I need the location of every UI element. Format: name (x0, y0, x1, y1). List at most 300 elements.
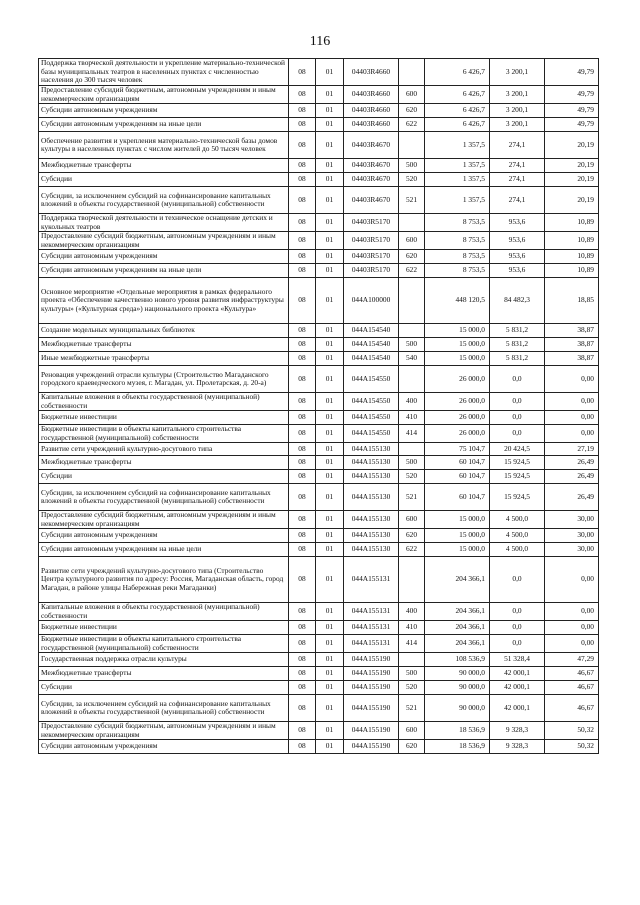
cell-expense-type: 521 (399, 187, 425, 214)
cell-plan: 8 753,5 (425, 214, 490, 232)
cell-name: Предоставление субсидий бюджетным, автономным учреждениям и иным некоммерческим организациям (39, 86, 289, 104)
cell-expense-type (399, 443, 425, 456)
table-row (39, 557, 599, 603)
cell-plan: 1 357,5 (425, 187, 490, 214)
cell-plan: 8 753,5 (425, 264, 490, 278)
table-row (39, 722, 599, 740)
cell-plan: 204 366,1 (425, 603, 490, 621)
cell-subsection: 01 (316, 425, 344, 443)
cell-section: 08 (289, 511, 316, 529)
cell-subsection: 01 (316, 393, 344, 411)
cell-fact: 42 000,1 (490, 681, 545, 695)
cell-fact: 5 831,2 (490, 338, 545, 352)
cell-target-code: 04403R4670 (344, 173, 399, 187)
cell-expense-type: 540 (399, 352, 425, 366)
cell-subsection: 01 (316, 667, 344, 681)
cell-percent: 20,19 (545, 187, 599, 214)
cell-name: Субсидии (39, 470, 289, 484)
cell-fact: 5 831,2 (490, 352, 545, 366)
table-row (39, 740, 599, 754)
cell-fact: 15 924,5 (490, 484, 545, 511)
cell-percent: 10,89 (545, 250, 599, 264)
cell-name: Реновация учреждений отрасли культуры (Строительство Магаданского городского краеведческого музея, г. Магадан, ул. Пролетарская, д. 20-а) (39, 366, 289, 393)
cell-fact: 0,0 (490, 411, 545, 425)
cell-plan: 15 000,0 (425, 324, 490, 338)
cell-section: 08 (289, 264, 316, 278)
cell-target-code: 04403R4660 (344, 86, 399, 104)
cell-subsection: 01 (316, 104, 344, 118)
table-row (39, 456, 599, 470)
cell-subsection: 01 (316, 740, 344, 754)
cell-fact: 274,1 (490, 187, 545, 214)
cell-subsection: 01 (316, 456, 344, 470)
cell-expense-type: 620 (399, 250, 425, 264)
cell-subsection: 01 (316, 366, 344, 393)
cell-subsection: 01 (316, 324, 344, 338)
cell-target-code: 04403R5170 (344, 264, 399, 278)
cell-expense-type: 600 (399, 722, 425, 740)
cell-fact: 0,0 (490, 393, 545, 411)
cell-name: Субсидии автономным учреждениям на иные цели (39, 543, 289, 557)
cell-percent: 30,00 (545, 543, 599, 557)
cell-target-code: 044A155190 (344, 740, 399, 754)
cell-expense-type: 400 (399, 393, 425, 411)
cell-subsection: 01 (316, 635, 344, 653)
cell-plan: 1 357,5 (425, 159, 490, 173)
cell-target-code: 044A155190 (344, 722, 399, 740)
cell-section: 08 (289, 443, 316, 456)
cell-subsection: 01 (316, 159, 344, 173)
cell-expense-type (399, 214, 425, 232)
cell-fact: 9 328,3 (490, 740, 545, 754)
cell-section: 08 (289, 740, 316, 754)
cell-expense-type: 410 (399, 411, 425, 425)
cell-expense-type: 600 (399, 511, 425, 529)
cell-name: Субсидии автономным учреждениям (39, 740, 289, 754)
cell-subsection: 01 (316, 173, 344, 187)
cell-section: 08 (289, 681, 316, 695)
cell-fact: 5 831,2 (490, 324, 545, 338)
cell-target-code: 044A155131 (344, 603, 399, 621)
cell-expense-type: 521 (399, 695, 425, 722)
cell-subsection: 01 (316, 411, 344, 425)
cell-section: 08 (289, 278, 316, 324)
cell-subsection: 01 (316, 338, 344, 352)
cell-expense-type (399, 324, 425, 338)
cell-target-code: 044A154540 (344, 324, 399, 338)
cell-plan: 8 753,5 (425, 232, 490, 250)
cell-section: 08 (289, 695, 316, 722)
cell-fact: 953,6 (490, 250, 545, 264)
cell-expense-type (399, 557, 425, 603)
cell-percent: 10,89 (545, 264, 599, 278)
cell-section: 08 (289, 59, 316, 86)
cell-plan: 8 753,5 (425, 250, 490, 264)
cell-expense-type: 500 (399, 159, 425, 173)
table-row (39, 278, 599, 324)
cell-name: Бюджетные инвестиции (39, 411, 289, 425)
cell-fact: 0,0 (490, 557, 545, 603)
cell-plan: 1 357,5 (425, 173, 490, 187)
cell-target-code: 044A154550 (344, 366, 399, 393)
cell-section: 08 (289, 653, 316, 667)
table-row (39, 470, 599, 484)
cell-section: 08 (289, 456, 316, 470)
cell-target-code: 04403R4660 (344, 59, 399, 86)
cell-name: Субсидии (39, 173, 289, 187)
cell-subsection: 01 (316, 232, 344, 250)
cell-percent: 0,00 (545, 366, 599, 393)
cell-section: 08 (289, 425, 316, 443)
cell-expense-type: 400 (399, 603, 425, 621)
cell-name: Развитие сети учреждений культурно-досугового типа (Строительство Центра культурного развития по адресу: Россия, Магаданская область, город Магадан, в районе улицы Набережная реки Магаданки) (39, 557, 289, 603)
cell-plan: 15 000,0 (425, 529, 490, 543)
cell-section: 08 (289, 543, 316, 557)
cell-target-code: 04403R4660 (344, 118, 399, 132)
cell-target-code: 04403R4670 (344, 159, 399, 173)
cell-name: Субсидии, за исключением субсидий на софинансирование капитальных вложений в объекты государственной (муниципальной) собственности (39, 484, 289, 511)
cell-subsection: 01 (316, 470, 344, 484)
table-row (39, 187, 599, 214)
cell-fact: 51 328,4 (490, 653, 545, 667)
cell-fact: 953,6 (490, 214, 545, 232)
cell-subsection: 01 (316, 543, 344, 557)
cell-name: Межбюджетные трансферты (39, 159, 289, 173)
cell-subsection: 01 (316, 443, 344, 456)
cell-subsection: 01 (316, 132, 344, 159)
cell-name: Поддержка творческой деятельности и укрепление материально-технической базы муниципальных театров в населенных пунктах с численностью населения до 300 тысяч человек (39, 59, 289, 86)
cell-section: 08 (289, 214, 316, 232)
cell-section: 08 (289, 393, 316, 411)
table-row (39, 324, 599, 338)
table-row (39, 543, 599, 557)
cell-percent: 26,49 (545, 456, 599, 470)
cell-section: 08 (289, 352, 316, 366)
cell-subsection: 01 (316, 278, 344, 324)
table-row (39, 635, 599, 653)
cell-subsection: 01 (316, 603, 344, 621)
cell-subsection: 01 (316, 214, 344, 232)
cell-fact: 3 200,1 (490, 104, 545, 118)
cell-percent: 0,00 (545, 411, 599, 425)
cell-expense-type: 410 (399, 621, 425, 635)
cell-target-code: 044A155130 (344, 443, 399, 456)
cell-plan: 75 104,7 (425, 443, 490, 456)
table-row (39, 667, 599, 681)
cell-percent: 10,89 (545, 214, 599, 232)
cell-plan: 26 000,0 (425, 393, 490, 411)
cell-percent: 18,85 (545, 278, 599, 324)
cell-subsection: 01 (316, 118, 344, 132)
cell-expense-type: 622 (399, 118, 425, 132)
cell-section: 08 (289, 635, 316, 653)
cell-name: Создание модельных муниципальных библиотек (39, 324, 289, 338)
cell-percent: 20,19 (545, 159, 599, 173)
table-row (39, 653, 599, 667)
cell-section: 08 (289, 118, 316, 132)
cell-plan: 90 000,0 (425, 695, 490, 722)
cell-plan: 1 357,5 (425, 132, 490, 159)
cell-name: Межбюджетные трансферты (39, 667, 289, 681)
cell-target-code: 044A154550 (344, 393, 399, 411)
cell-percent: 0,00 (545, 425, 599, 443)
cell-target-code: 044A155131 (344, 635, 399, 653)
table-row (39, 695, 599, 722)
cell-section: 08 (289, 366, 316, 393)
cell-name: Субсидии автономным учреждениям (39, 529, 289, 543)
cell-fact: 953,6 (490, 264, 545, 278)
cell-name: Межбюджетные трансферты (39, 456, 289, 470)
cell-name: Субсидии, за исключением субсидий на софинансирование капитальных вложений в объекты государственной (муниципальной) собственности (39, 187, 289, 214)
cell-plan: 204 366,1 (425, 557, 490, 603)
cell-percent: 0,00 (545, 603, 599, 621)
cell-subsection: 01 (316, 511, 344, 529)
cell-section: 08 (289, 338, 316, 352)
cell-plan: 6 426,7 (425, 104, 490, 118)
cell-target-code: 044A155130 (344, 456, 399, 470)
cell-expense-type: 622 (399, 264, 425, 278)
cell-plan: 6 426,7 (425, 59, 490, 86)
cell-subsection: 01 (316, 484, 344, 511)
cell-section: 08 (289, 132, 316, 159)
cell-target-code: 04403R5170 (344, 214, 399, 232)
cell-expense-type: 620 (399, 104, 425, 118)
cell-expense-type (399, 653, 425, 667)
cell-plan: 90 000,0 (425, 681, 490, 695)
cell-percent: 38,87 (545, 324, 599, 338)
cell-percent: 50,32 (545, 722, 599, 740)
cell-plan: 204 366,1 (425, 635, 490, 653)
table-row (39, 118, 599, 132)
table-row (39, 104, 599, 118)
cell-fact: 15 924,5 (490, 456, 545, 470)
cell-target-code: 04403R5170 (344, 250, 399, 264)
cell-target-code: 04403R5170 (344, 232, 399, 250)
table-row (39, 264, 599, 278)
table-row (39, 159, 599, 173)
cell-plan: 15 000,0 (425, 338, 490, 352)
cell-plan: 18 536,9 (425, 740, 490, 754)
cell-plan: 15 000,0 (425, 543, 490, 557)
cell-section: 08 (289, 86, 316, 104)
cell-fact: 0,0 (490, 635, 545, 653)
table-row (39, 173, 599, 187)
table-row (39, 86, 599, 104)
cell-fact: 274,1 (490, 159, 545, 173)
cell-target-code: 044A154540 (344, 352, 399, 366)
cell-section: 08 (289, 529, 316, 543)
cell-percent: 27,19 (545, 443, 599, 456)
cell-percent: 10,89 (545, 232, 599, 250)
cell-fact: 42 000,1 (490, 667, 545, 681)
cell-subsection: 01 (316, 86, 344, 104)
cell-target-code: 044A155190 (344, 653, 399, 667)
cell-expense-type: 414 (399, 635, 425, 653)
cell-target-code: 044A155190 (344, 695, 399, 722)
cell-name: Субсидии, за исключением субсидий на софинансирование капитальных вложений в объекты государственной (муниципальной) собственности (39, 695, 289, 722)
table-row (39, 621, 599, 635)
cell-target-code: 044A155190 (344, 667, 399, 681)
table-row (39, 529, 599, 543)
cell-fact: 274,1 (490, 132, 545, 159)
cell-fact: 0,0 (490, 603, 545, 621)
cell-percent: 46,67 (545, 667, 599, 681)
cell-fact: 9 328,3 (490, 722, 545, 740)
table-row (39, 132, 599, 159)
cell-fact: 3 200,1 (490, 59, 545, 86)
cell-expense-type (399, 59, 425, 86)
cell-fact: 84 482,3 (490, 278, 545, 324)
table-row (39, 250, 599, 264)
cell-plan: 448 120,5 (425, 278, 490, 324)
cell-fact: 4 500,0 (490, 543, 545, 557)
cell-name: Бюджетные инвестиции в объекты капитального строительства государственной (муниципальной) собственности (39, 425, 289, 443)
cell-section: 08 (289, 250, 316, 264)
cell-percent: 46,67 (545, 681, 599, 695)
cell-name: Субсидии автономным учреждениям (39, 250, 289, 264)
cell-subsection: 01 (316, 59, 344, 86)
cell-expense-type: 600 (399, 86, 425, 104)
cell-name: Основное мероприятие «Отдельные мероприятия в рамках федерального проекта «Обеспечение качественно нового уровня развития инфраструктуры культуры» («Культурная среда») национального проекта «Культура» (39, 278, 289, 324)
cell-plan: 26 000,0 (425, 411, 490, 425)
table-row (39, 59, 599, 86)
table-row (39, 411, 599, 425)
page-number: 116 (309, 34, 331, 49)
cell-name: Обеспечение развития и укрепления материально-технической базы домов культуры в населенных пунктах с числом жителей до 50 тысяч человек (39, 132, 289, 159)
cell-subsection: 01 (316, 529, 344, 543)
cell-expense-type (399, 278, 425, 324)
cell-name: Предоставление субсидий бюджетным, автономным учреждениям и иным некоммерческим организациям (39, 511, 289, 529)
table-row (39, 484, 599, 511)
cell-plan: 60 104,7 (425, 484, 490, 511)
cell-plan: 18 536,9 (425, 722, 490, 740)
cell-percent: 0,00 (545, 635, 599, 653)
cell-name: Поддержка творческой деятельности и техническое оснащение детских и кукольных театров (39, 214, 289, 232)
cell-target-code: 044A154550 (344, 411, 399, 425)
cell-fact: 274,1 (490, 173, 545, 187)
cell-expense-type: 414 (399, 425, 425, 443)
cell-target-code: 04403R4670 (344, 187, 399, 214)
cell-target-code: 044A154550 (344, 425, 399, 443)
cell-name: Предоставление субсидий бюджетным, автономным учреждениям и иным некоммерческим организациям (39, 722, 289, 740)
cell-percent: 26,49 (545, 484, 599, 511)
cell-section: 08 (289, 324, 316, 338)
table-row (39, 511, 599, 529)
cell-percent: 30,00 (545, 529, 599, 543)
cell-target-code: 044A154540 (344, 338, 399, 352)
cell-plan: 6 426,7 (425, 118, 490, 132)
cell-expense-type (399, 132, 425, 159)
cell-plan: 15 000,0 (425, 511, 490, 529)
cell-percent: 46,67 (545, 695, 599, 722)
cell-name: Субсидии автономным учреждениям на иные цели (39, 264, 289, 278)
cell-name: Предоставление субсидий бюджетным, автономным учреждениям и иным некоммерческим организациям (39, 232, 289, 250)
cell-percent: 0,00 (545, 393, 599, 411)
cell-subsection: 01 (316, 557, 344, 603)
cell-name: Государственная поддержка отрасли культуры (39, 653, 289, 667)
cell-expense-type: 500 (399, 667, 425, 681)
table-row (39, 603, 599, 621)
cell-subsection: 01 (316, 250, 344, 264)
cell-section: 08 (289, 621, 316, 635)
cell-percent: 50,32 (545, 740, 599, 754)
cell-subsection: 01 (316, 722, 344, 740)
cell-subsection: 01 (316, 352, 344, 366)
cell-name: Бюджетные инвестиции в объекты капитального строительства государственной (муниципальной) собственности (39, 635, 289, 653)
cell-target-code: 04403R4660 (344, 104, 399, 118)
cell-expense-type: 521 (399, 484, 425, 511)
cell-expense-type: 500 (399, 456, 425, 470)
cell-expense-type (399, 366, 425, 393)
cell-plan: 6 426,7 (425, 86, 490, 104)
cell-section: 08 (289, 484, 316, 511)
table-row (39, 681, 599, 695)
cell-target-code: 044A155130 (344, 484, 399, 511)
cell-section: 08 (289, 173, 316, 187)
cell-fact: 4 500,0 (490, 511, 545, 529)
cell-subsection: 01 (316, 621, 344, 635)
table-row (39, 393, 599, 411)
cell-subsection: 01 (316, 681, 344, 695)
cell-percent: 49,79 (545, 86, 599, 104)
cell-fact: 3 200,1 (490, 86, 545, 104)
cell-percent: 49,79 (545, 118, 599, 132)
cell-target-code: 044A155131 (344, 621, 399, 635)
cell-target-code: 044A155130 (344, 511, 399, 529)
cell-expense-type: 620 (399, 740, 425, 754)
table-row (39, 214, 599, 232)
table-row (39, 352, 599, 366)
cell-section: 08 (289, 667, 316, 681)
cell-expense-type: 622 (399, 543, 425, 557)
cell-plan: 26 000,0 (425, 366, 490, 393)
cell-percent: 26,49 (545, 470, 599, 484)
cell-target-code: 044A155130 (344, 529, 399, 543)
table-row (39, 425, 599, 443)
cell-percent: 0,00 (545, 557, 599, 603)
cell-fact: 953,6 (490, 232, 545, 250)
cell-section: 08 (289, 232, 316, 250)
cell-section: 08 (289, 603, 316, 621)
cell-subsection: 01 (316, 653, 344, 667)
cell-target-code: 044A155131 (344, 557, 399, 603)
cell-name: Межбюджетные трансферты (39, 338, 289, 352)
cell-name: Развитие сети учреждений культурно-досугового типа (39, 443, 289, 456)
cell-expense-type: 520 (399, 470, 425, 484)
cell-percent: 47,29 (545, 653, 599, 667)
cell-name: Капитальные вложения в объекты государственной (муниципальной) собственности (39, 393, 289, 411)
cell-plan: 204 366,1 (425, 621, 490, 635)
table-row (39, 338, 599, 352)
cell-plan: 26 000,0 (425, 425, 490, 443)
cell-percent: 0,00 (545, 621, 599, 635)
cell-expense-type: 520 (399, 173, 425, 187)
cell-plan: 60 104,7 (425, 470, 490, 484)
cell-subsection: 01 (316, 187, 344, 214)
cell-fact: 20 424,5 (490, 443, 545, 456)
cell-expense-type: 620 (399, 529, 425, 543)
cell-target-code: 044A155130 (344, 543, 399, 557)
cell-percent: 49,79 (545, 59, 599, 86)
cell-percent: 20,19 (545, 173, 599, 187)
cell-section: 08 (289, 470, 316, 484)
table-row (39, 443, 599, 456)
cell-name: Субсидии (39, 681, 289, 695)
cell-target-code: 04403R4670 (344, 132, 399, 159)
cell-percent: 20,19 (545, 132, 599, 159)
cell-target-code: 044A155130 (344, 470, 399, 484)
cell-percent: 38,87 (545, 338, 599, 352)
